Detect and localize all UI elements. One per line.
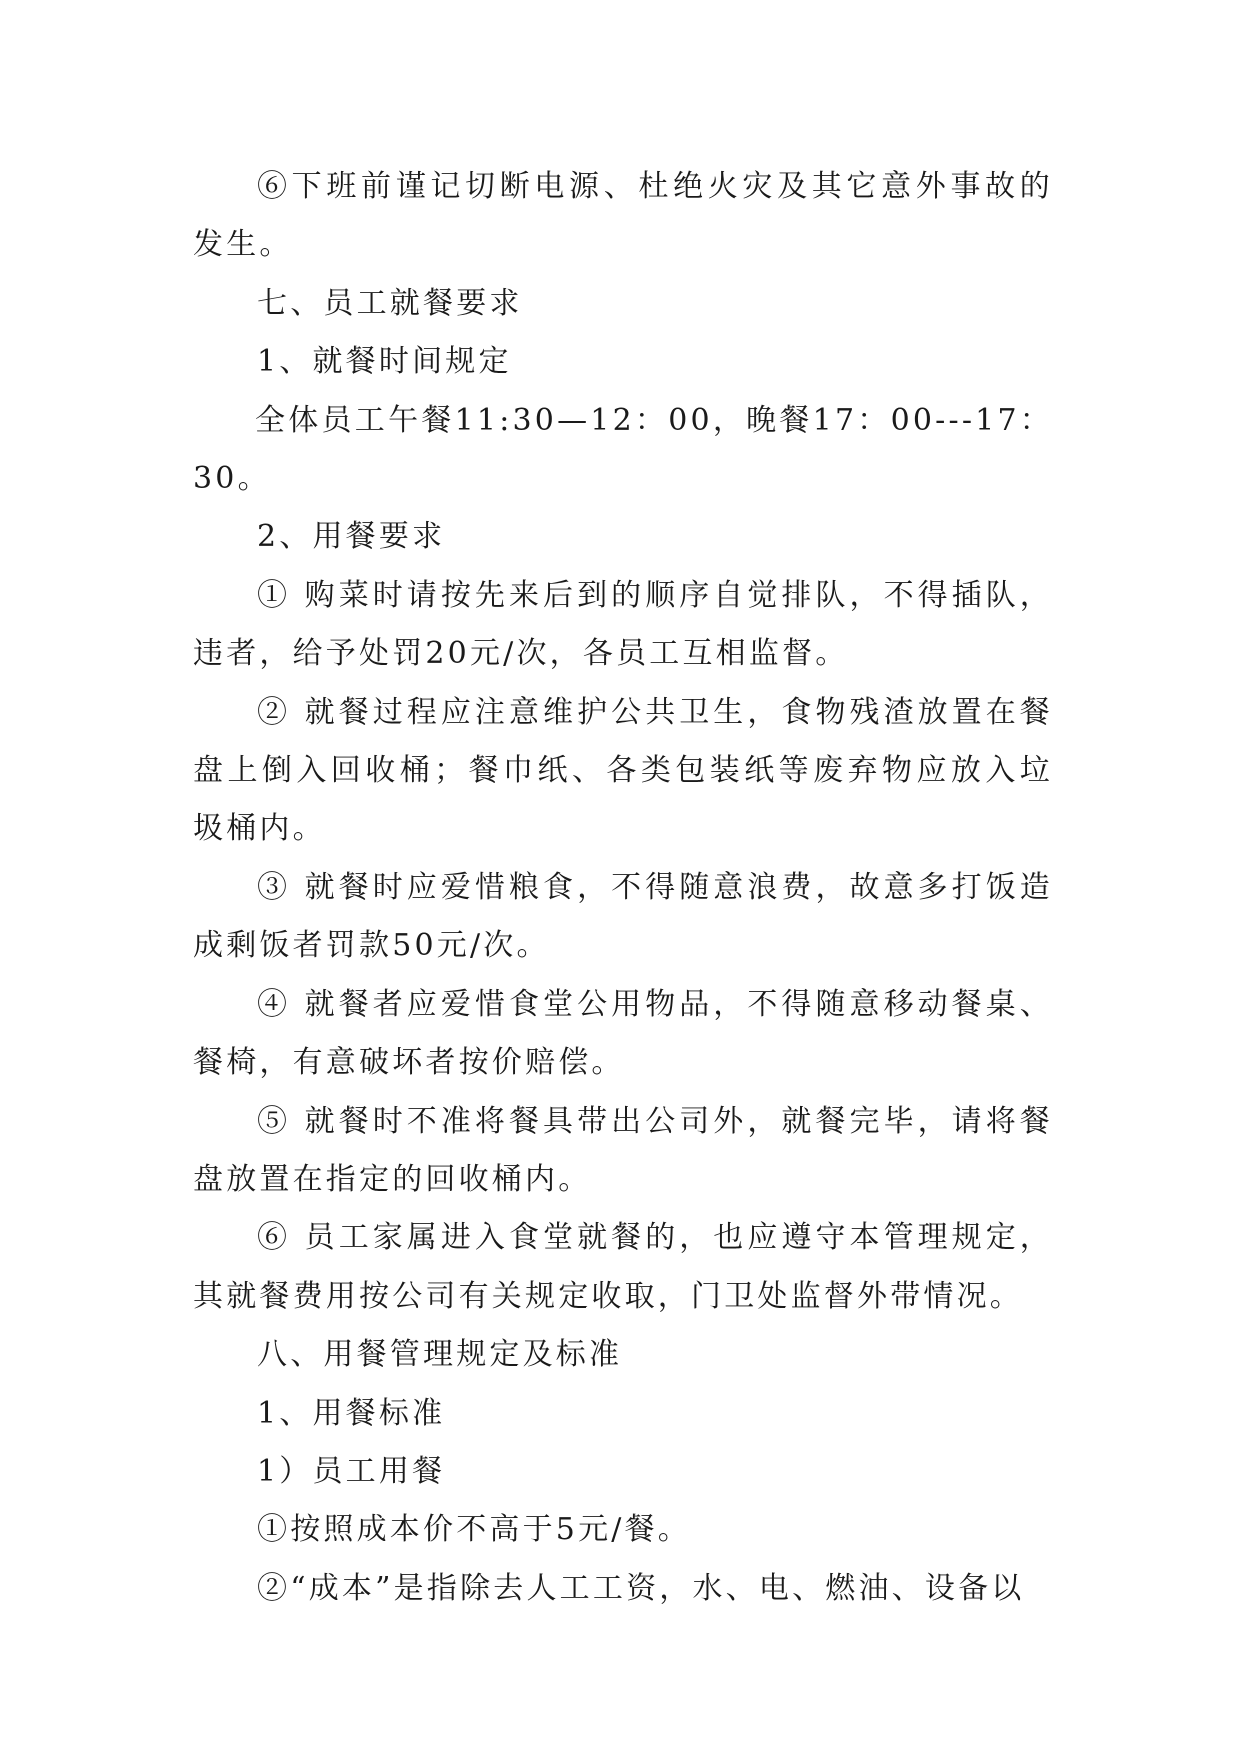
subheading-meal-time: 1、就餐时间规定 (257, 344, 512, 380)
paragraph-cost-limit: ①按照成本价不高于5元/餐。 (257, 1512, 691, 1548)
subheading-staff-meal: 1）员工用餐 (257, 1453, 446, 1489)
paragraph-family-dining-rule: ⑥ 员工家属进入食堂就餐的，也应遵守本管理规定，其就餐费用按公司有关规定收取，门卫处监督外带情况。 (193, 1220, 1053, 1314)
paragraph-tableware-rule: ⑤ 就餐时不准将餐具带出公司外，就餐完毕，请将餐盘放置在指定的回收桶内。 (193, 1103, 1053, 1197)
subheading-dining-requirements: 2、用餐要求 (257, 519, 446, 555)
paragraph-power-off-rule: ⑥下班前谨记切断电源、杜绝火灾及其它意外事故的发生。 (193, 169, 1053, 263)
paragraph-property-rule: ④ 就餐者应爱惜食堂公用物品，不得随意移动餐桌、餐椅，有意破坏者按价赔偿。 (193, 986, 1053, 1081)
paragraph-hygiene-rule: ② 就餐过程应注意维护公共卫生，食物残渣放置在餐盘上倒入回收桶；餐巾纸、各类包装纸等废弃物应放入垃圾桶内。 (193, 694, 1053, 847)
section-heading-meal-requirements: 七、员工就餐要求 (257, 285, 523, 321)
paragraph-queue-rule: ① 购菜时请按先来后到的顺序自觉排队，不得插队，违者，给予处罚20元/次，各员工互相监督。 (193, 577, 1053, 672)
section-heading-meal-standards: 八、用餐管理规定及标准 (257, 1337, 623, 1373)
document-body (193, 158, 1053, 1618)
paragraph-cost-definition: ②“成本”是指除去人工工资，水、电、燃油、设备以 (257, 1570, 1025, 1606)
paragraph-meal-hours: 全体员工午餐11:30—12：00，晚餐17：00---17：30。 (193, 402, 1053, 497)
subheading-meal-standard: 1、用餐标准 (257, 1395, 446, 1431)
paragraph-food-waste-rule: ③ 就餐时应爱惜粮食，不得随意浪费，故意多打饭造成剩饭者罚款50元/次。 (193, 869, 1053, 964)
